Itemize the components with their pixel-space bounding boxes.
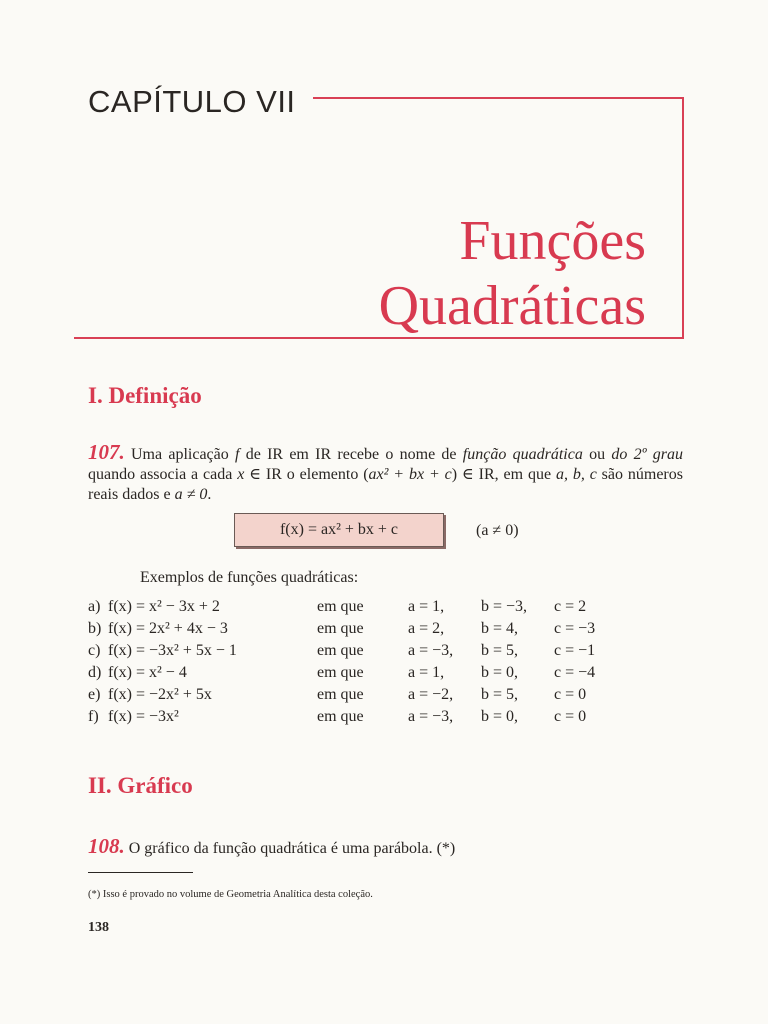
example-function: f(x) = x² − 4 <box>108 664 187 681</box>
text-run: Uma aplicação <box>124 446 236 463</box>
example-coef-c: c = 0 <box>554 686 587 703</box>
paragraph-107 <box>88 442 683 505</box>
text-run: ∈ IR o elemento ( <box>244 466 369 483</box>
item-number: 108. <box>88 834 125 858</box>
example-label: a) <box>88 598 101 615</box>
title-frame-bottom-rule <box>74 337 684 339</box>
math-symbol: a, b, c <box>555 466 597 483</box>
example-label: d) <box>88 664 102 681</box>
example-function: f(x) = −3x² + 5x − 1 <box>108 642 237 659</box>
math-symbol: f <box>235 446 240 463</box>
text-run: são números reais dados e <box>88 466 683 503</box>
formula-condition: (a ≠ 0) <box>476 522 519 539</box>
example-row <box>88 620 648 642</box>
text-run: de IR em IR recebe o nome de <box>239 446 463 463</box>
example-em-que: em que <box>317 708 364 725</box>
example-row <box>88 598 648 620</box>
example-coef-c: c = 0 <box>554 708 587 725</box>
example-em-que: em que <box>317 664 364 681</box>
example-coef-a: a = 1, <box>408 664 445 681</box>
example-row <box>88 642 648 664</box>
example-coef-b: b = 0, <box>481 708 519 725</box>
example-coef-b: b = −3, <box>481 598 528 615</box>
chapter-title-line-1: Funções <box>459 210 646 272</box>
example-coef-a: a = 2, <box>408 620 445 637</box>
example-label: b) <box>88 620 102 637</box>
example-coef-a: a = 1, <box>408 598 445 615</box>
example-coef-b: b = 0, <box>481 664 519 681</box>
example-em-que: em que <box>317 598 364 615</box>
example-function: f(x) = −2x² + 5x <box>108 686 212 703</box>
example-coef-a: a = −2, <box>408 686 454 703</box>
footnote-rule <box>88 872 193 873</box>
chapter-title-line-2: Quadráticas <box>378 275 646 337</box>
formula-expression: f(x) = ax² + bx + c <box>279 521 399 538</box>
example-row <box>88 686 648 708</box>
example-em-que: em que <box>317 686 364 703</box>
example-coef-c: c = 2 <box>554 598 587 615</box>
example-label: e) <box>88 686 101 703</box>
example-function: f(x) = 2x² + 4x − 3 <box>108 620 228 637</box>
example-em-que: em que <box>317 620 364 637</box>
section-title: Definição <box>108 383 202 408</box>
example-row <box>88 708 648 730</box>
example-coef-c: c = −4 <box>554 664 596 681</box>
math-expression: ax² + bx + c <box>368 466 452 483</box>
title-frame-right-rule <box>682 97 684 339</box>
title-frame-top-rule <box>313 97 684 99</box>
page-number: 138 <box>88 920 109 935</box>
text-run: ) ∈ IR, em que <box>451 466 556 483</box>
example-coef-a: a = −3, <box>408 708 454 725</box>
math-expression: a ≠ 0 <box>174 486 208 503</box>
example-coef-c: c = −3 <box>554 620 596 637</box>
term-emphasis: função quadrática <box>462 446 583 463</box>
term-emphasis: do 2º grau <box>611 446 684 463</box>
example-label: c) <box>88 642 101 659</box>
section-number: I. <box>88 383 103 408</box>
example-coef-b: b = 5, <box>481 686 519 703</box>
example-function: f(x) = x² − 3x + 2 <box>108 598 220 615</box>
example-row <box>88 664 648 686</box>
example-coef-b: b = 5, <box>481 642 519 659</box>
section-number: II. <box>88 773 112 798</box>
item-number: 107. <box>88 440 125 464</box>
example-coef-a: a = −3, <box>408 642 454 659</box>
example-em-que: em que <box>317 642 364 659</box>
example-coef-c: c = −1 <box>554 642 596 659</box>
example-coef-b: b = 4, <box>481 620 519 637</box>
math-symbol: x <box>237 466 245 483</box>
text-run: quando associa a cada <box>88 466 238 483</box>
examples-title: Exemplos de funções quadráticas: <box>140 569 359 586</box>
footnote: (*) Isso é provado no volume de Geometria Analítica desta coleção. <box>88 889 373 900</box>
example-label: f) <box>88 708 99 725</box>
section-heading-grafico <box>88 773 193 799</box>
text-run: O gráfico da função quadrática é uma parábola. (*) <box>124 840 456 857</box>
section-title: Gráfico <box>117 773 193 798</box>
example-function: f(x) = −3x² <box>108 708 179 725</box>
text-run: ou <box>582 446 612 463</box>
section-heading-definicao <box>88 383 202 409</box>
text-run: . <box>207 486 212 503</box>
formula-box <box>234 513 444 547</box>
paragraph-108 <box>88 836 683 859</box>
chapter-label: CAPÍTULO VII <box>88 84 296 119</box>
